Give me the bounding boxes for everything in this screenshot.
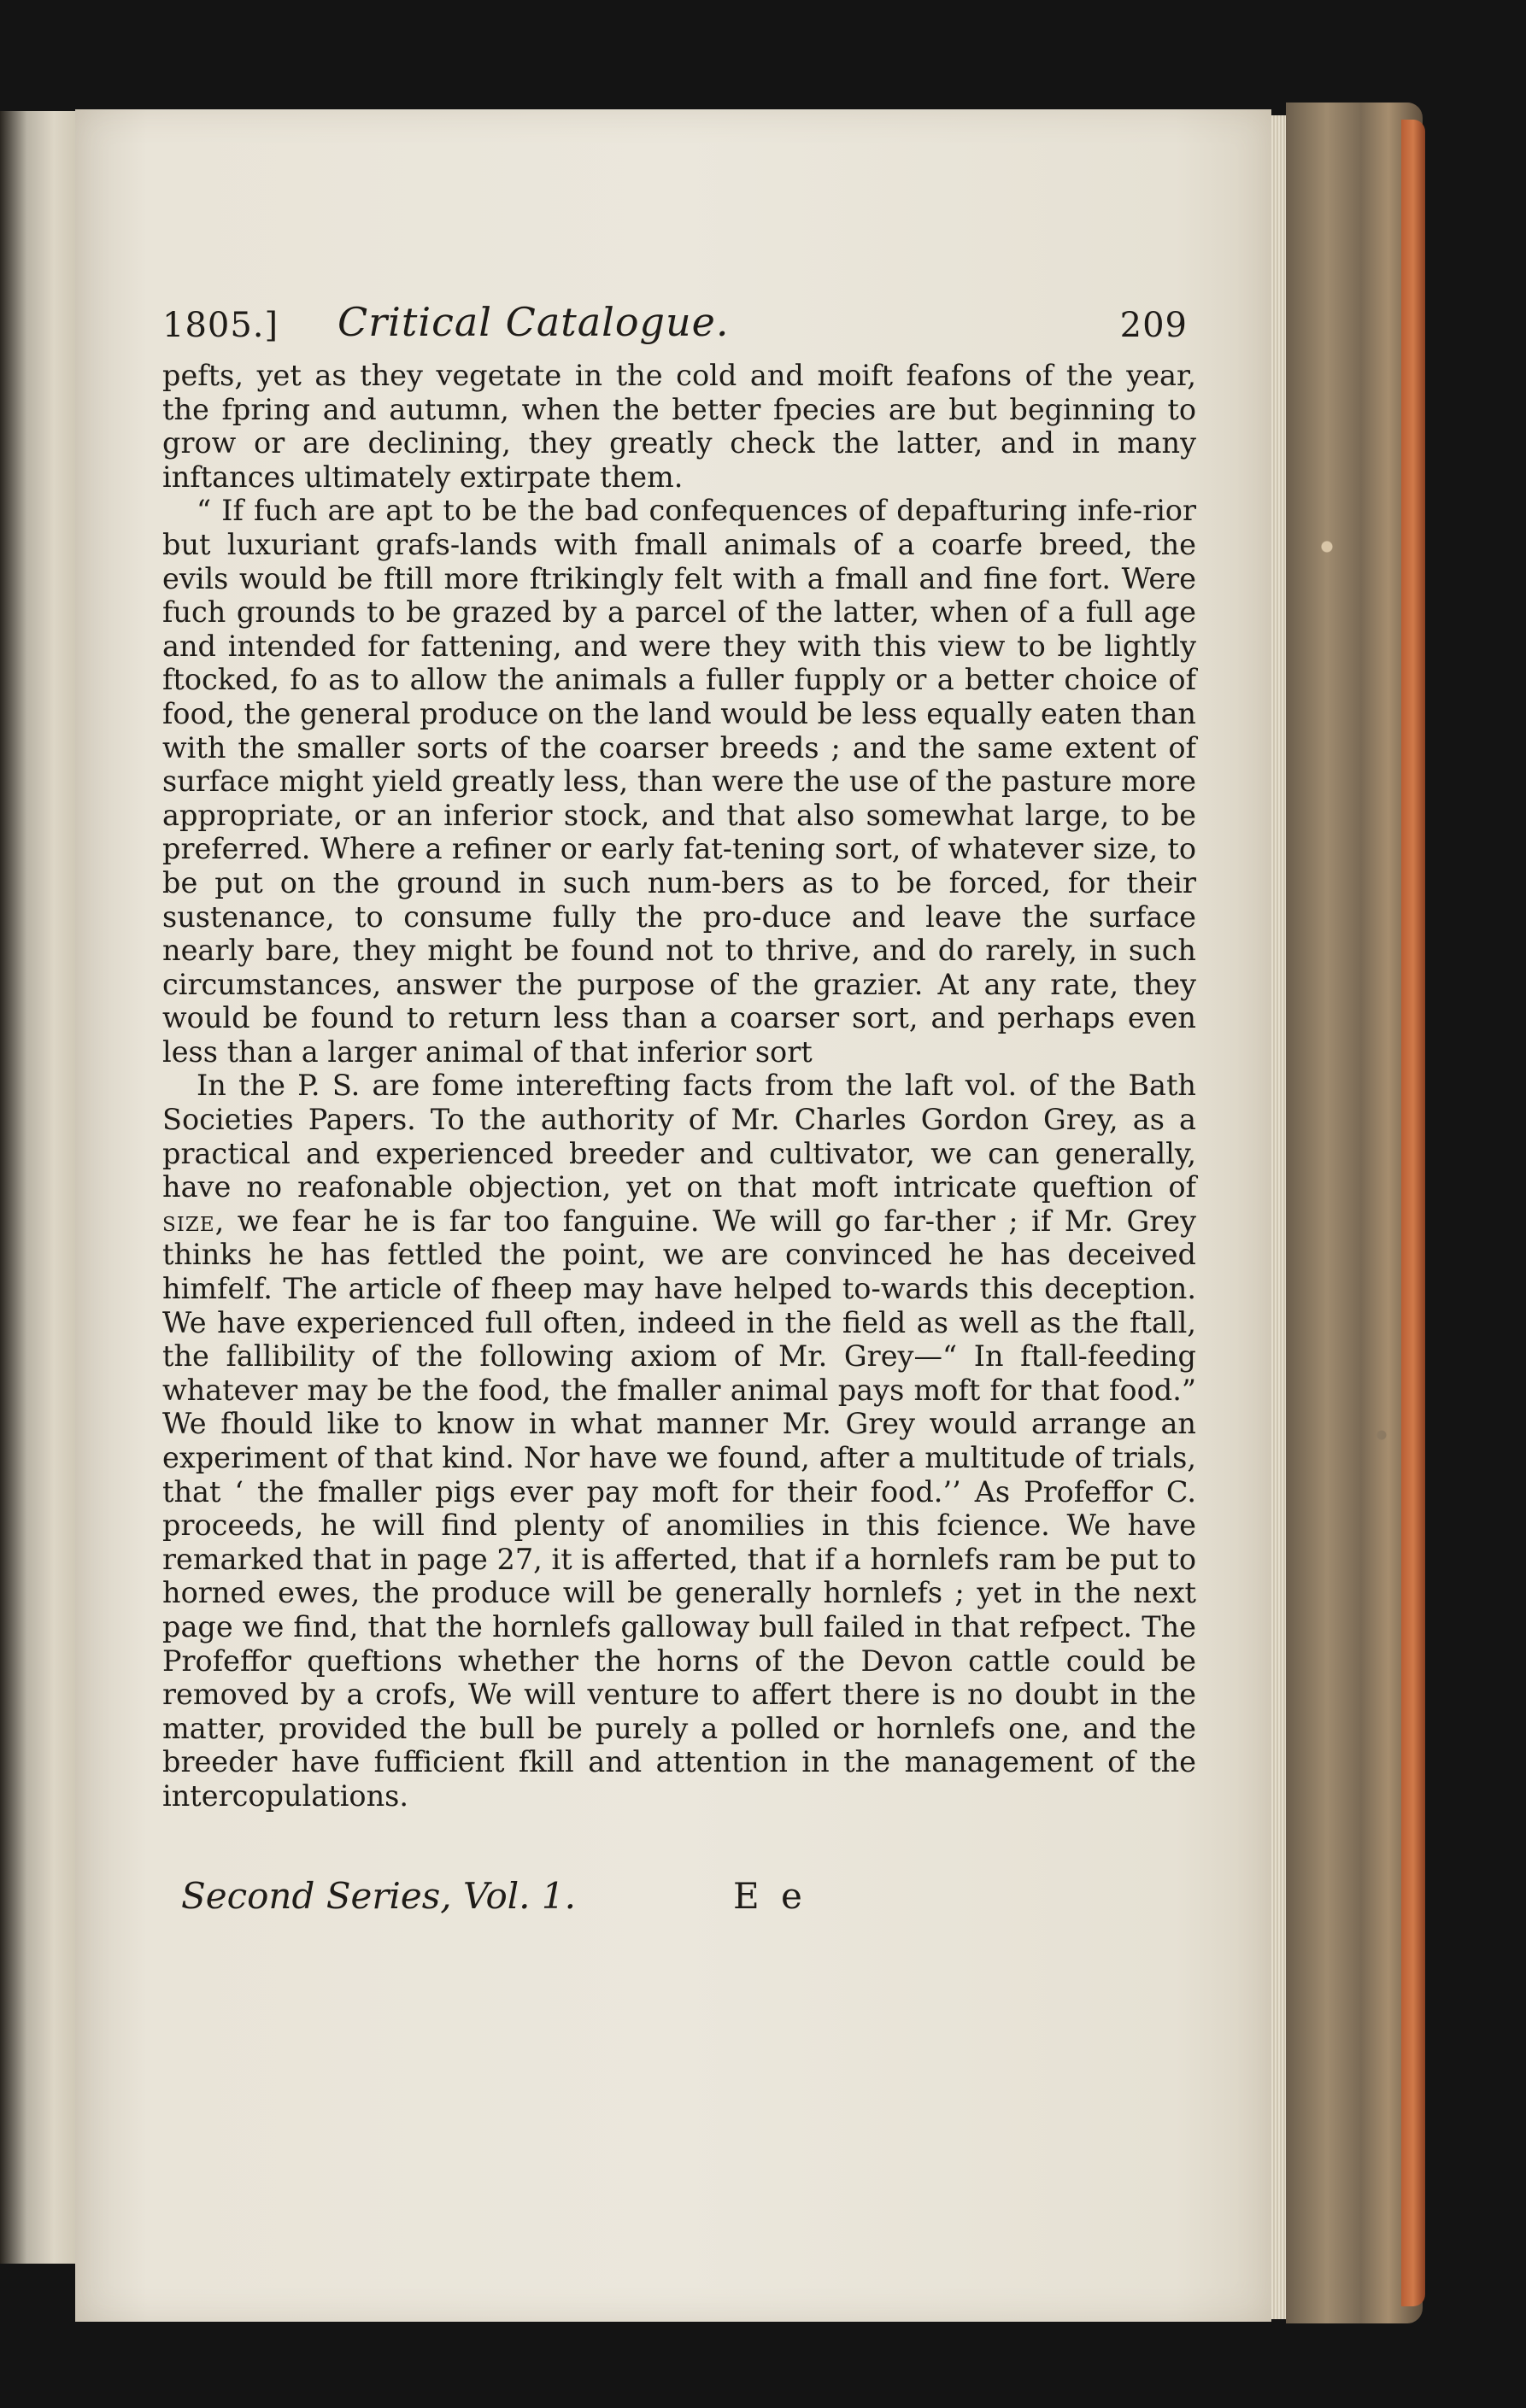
signature-line: Second Series, Vol. 1. <box>181 1874 576 1917</box>
previous-page-edge <box>0 111 77 2264</box>
paragraph-2: “ If fuch are apt to be the bad confequences of depafturing infe-rior but luxuriant grafs-lands with fmall animals of a coarfe breed, the evils would be ftill more ftrikingly felt with a fmall and fine fort. Were fuch grounds to be grazed by a parcel of the latter, when of a full age and intended for fattening, and were they with this view to be lightly ftocked, fo as to allow the animals a fuller fupply or a better choice of food, the general produce on the land would be less equally eaten than with the smaller sorts of the coarser breeds ; and the same extent of surface might yield greatly less, than were the use of the pasture more appropriate, or an inferior stock, and that also somewhat large, to be preferred. Where a refiner or early fat-tening sort, of whatever size, to be put on the ground in such num-bers as to be forced, for their sustenance, to consume fully the pro-duce and leave the surface nearly bare, they might be found not to thrive, and do rarely, in such circumstances, answer the purpose of the grazier. At any rate, they would be found to return less than a coarser sort, and perhaps even less than a larger animal of that inferior sort <box>162 494 1196 1069</box>
paragraph-3 <box>162 1069 1196 1813</box>
signature-mark: E e <box>733 1874 807 1917</box>
smallcaps-size: size <box>162 1204 215 1238</box>
book-cover-edge <box>1401 120 1425 2306</box>
running-head <box>162 299 1196 359</box>
paragraph-3-part-1: In the P. S. are fome interefting facts from the laft vol. of the Bath Societies Papers. To the authority of Mr. Charles Gordon Grey, as a practical and experienced breeder and cultivator, we can generally, have no reafonable objection, yet on that moft intricate queftion of <box>162 1069 1196 1204</box>
paragraph-1: pefts, yet as they vegetate in the cold and moift feafons of the year, the fpring and autumn, when the better fpecies are but beginning to grow or are declining, they greatly check the latter, and in many inftances ultimately extirpate them. <box>162 359 1196 494</box>
page-number: 209 <box>1119 306 1188 345</box>
running-head-year: 1805.] <box>162 306 279 345</box>
running-head-title: Critical Catalogue. <box>337 299 730 345</box>
book-page <box>75 109 1271 2322</box>
page-content <box>162 299 1196 1926</box>
paragraph-3-part-2: , we fear he is far too fanguine. We will go far-ther ; if Mr. Grey thinks he has fettled the point, we are convinced he has deceived himfelf. The article of fheep may have helped to-wards this deception. We have experienced full often, indeed in the field as well as the ftall, the fallibility of the following axiom of Mr. Grey—“ In ftall-feeding whatever may be the food, the fmaller animal pays moft for that food.” We fhould like to know in what manner Mr. Grey would arrange an experiment of that kind. Nor have we found, after a multitude of trials, that ‘ the fmaller pigs ever pay moft for their food.’’ As Profeffor C. proceeds, he will find plenty of anomilies in this fcience. We have remarked that in page 27, it is afferted, that if a hornlefs ram be put to horned ewes, the produce will be generally hornlefs ; yet in the next page we find, that the hornlefs galloway bull failed in that refpect. The Profeffor queftions whether the horns of the Devon cattle could be removed by a crofs, We will venture to affert there is no doubt in the matter, provided the bull be purely a polled or hornlefs one, and the breeder have fufficient fkill and attention in the management of the intercopulations. <box>162 1204 1196 1813</box>
page-footer <box>162 1875 1196 1926</box>
body-text <box>162 359 1196 1813</box>
